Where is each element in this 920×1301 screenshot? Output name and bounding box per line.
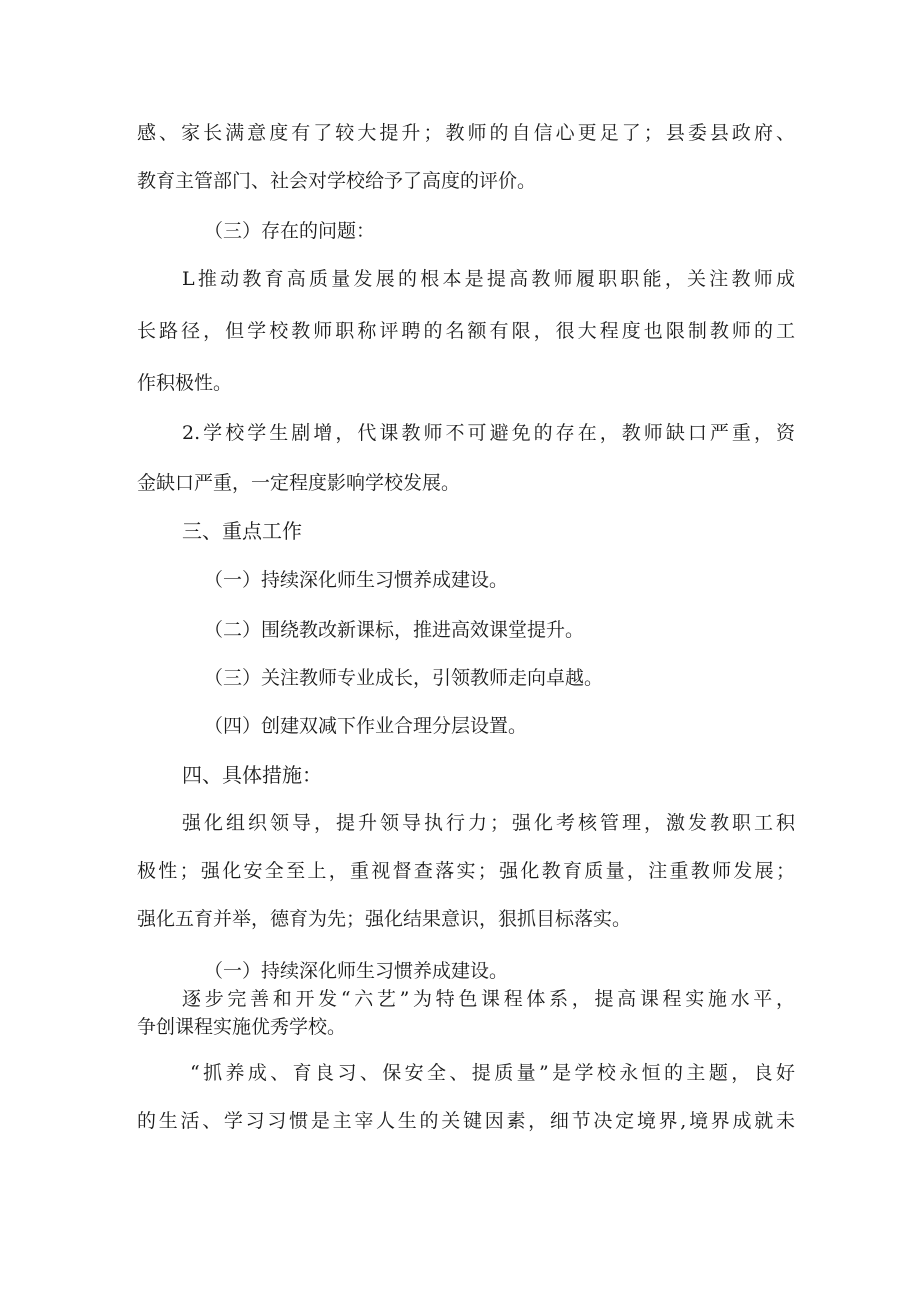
- body-text-line: L推动教育高质量发展的根本是提高教师履职职能，关注教师成: [182, 268, 795, 290]
- body-text-line: “抓养成、育良习、保安全、提质量”是学校永恒的主题，良好: [190, 1062, 795, 1084]
- body-text-line: 逐步完善和开发“六艺”为特色课程体系，提高课程实施水平，: [182, 988, 795, 1010]
- body-text-line: 金缺口严重，一定程度影响学校发展。: [137, 472, 461, 494]
- list-item: （四）创建双减下作业合理分层设置。: [204, 715, 528, 737]
- body-text-line: 作积极性。: [137, 372, 233, 394]
- section-heading: 四、具体措施：: [182, 763, 322, 787]
- list-item: （一）持续深化师生习惯养成建设。: [204, 569, 509, 591]
- body-text-line: 强化五育并举，德育为先；强化结果意识，狠抓目标落实。: [137, 908, 632, 930]
- body-text-line: 的生活、学习习惯是主宰人生的关键因素，细节决定境界,境界成就未: [137, 1110, 795, 1132]
- subsection-heading: （三）存在的问题：: [204, 220, 376, 242]
- section-heading: 三、重点工作: [182, 519, 302, 543]
- body-text-line: 教育主管部门、社会对学校给予了高度的评价。: [137, 170, 537, 192]
- body-text-line: 强化组织领导，提升领导执行力；强化考核管理，激发教职工积: [182, 812, 795, 834]
- body-text-line: 感、家长满意度有了较大提升；教师的自信心更足了；县委县政府、: [137, 122, 795, 144]
- subsection-heading: （一）持续深化师生习惯养成建设。: [204, 960, 509, 982]
- list-item: （三）关注教师专业成长，引领教师走向卓越。: [204, 667, 604, 689]
- body-text-line: 2.学校学生剧增，代课教师不可避免的存在，教师缺口严重，资: [182, 422, 795, 444]
- body-text-line: 争创课程实施优秀学校。: [137, 1016, 347, 1038]
- list-item: （二）围绕教改新课标，推进高效课堂提升。: [204, 619, 585, 641]
- body-text-line: 长路径，但学校教师职称评聘的名额有限，很大程度也限制教师的工: [137, 320, 795, 342]
- body-text-line: 极性；强化安全至上，重视督查落实；强化教育质量，注重教师发展；: [137, 860, 795, 882]
